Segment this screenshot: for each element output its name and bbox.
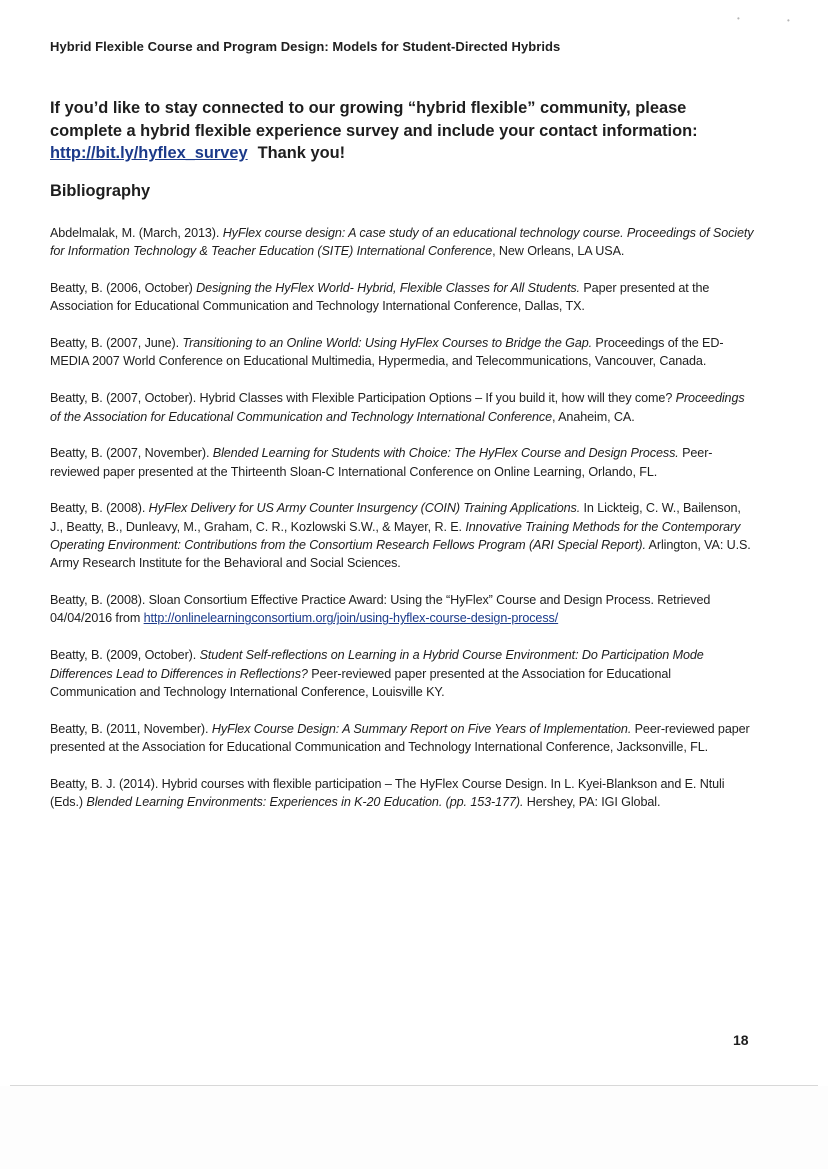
bibliography-entry: Abdelmalak, M. (March, 2013). HyFlex course design: A case study of an educational technology course. Proceedings of Society for Information Technology & Teacher Education (SITE) International Conference, New Orleans, LA USA. — [50, 226, 754, 259]
page-edge — [10, 1085, 818, 1086]
survey-callout-text: If you’d like to stay connected to our growing “hybrid flexible” community, please complete a hybrid flexible experience survey and include your contact information: — [50, 99, 698, 140]
survey-link[interactable]: http://bit.ly/hyflex_survey — [50, 144, 248, 162]
survey-callout — [50, 97, 750, 165]
bibliography-list — [50, 224, 755, 830]
bibliography-entry: Beatty, B. (2011, November). HyFlex Course Design: A Summary Report on Five Years of Implementation. Peer-reviewed paper presented at the Association for Educational Communication and Technology International Conference, Jacksonville, FL. — [50, 721, 750, 754]
bibliography-entry: Beatty, B. (2009, October). Student Self-reflections on Learning in a Hybrid Course Environment: Do Participation Mode Differences Lead to Differences in Reflections? Peer-reviewed paper presented at the Association for Educational Communication and Technology International Conference, Louisville KY. — [50, 648, 704, 699]
bibliography-entry: Beatty, B. (2008). Sloan Consortium Effective Practice Award: Using the “HyFlex” Course and Design Process. Retrieved 04/04/2016 from http://onlinelearningconsortium.org/join/using-hyflex-course-design-process/ — [50, 593, 711, 626]
consortium-link[interactable]: http://onlinelearningconsortium.org/join/using-hyflex-course-design-process/ — [143, 611, 559, 626]
bibliography-entry: Beatty, B. (2006, October) Designing the HyFlex World- Hybrid, Flexible Classes for All Students. Paper presented at the Association for Educational Communication and Technology International Conference, Dallas, TX. — [50, 281, 710, 314]
bibliography-heading: Bibliography — [50, 182, 151, 200]
scan-speck: • — [737, 14, 740, 23]
page-number: 18 — [733, 1032, 749, 1048]
scan-speck: • — [787, 16, 790, 25]
bibliography-entry: Beatty, B. (2007, June). Transitioning to an Online World: Using HyFlex Courses to Bridge the Gap. Proceedings of the ED-MEDIA 2007 World Conference on Educational Multimedia, Hypermedia, and Telecommunications, Vancouver, Canada. — [50, 336, 724, 369]
running-header: Hybrid Flexible Course and Program Design: Models for Student-Directed Hybrids — [50, 39, 561, 54]
bibliography-entry: Beatty, B. (2007, October). Hybrid Classes with Flexible Participation Options – If you build it, how will they come? Proceedings of the Association for Educational Communication and Technology International Conference, Anaheim, CA. — [50, 391, 745, 424]
thank-you-text: Thank you! — [257, 144, 346, 162]
bibliography-entry: Beatty, B. (2007, November). Blended Learning for Students with Choice: The HyFlex Course and Design Process. Peer-reviewed paper presented at the Thirteenth Sloan-C International Conference on Online Learning, Orlando, FL. — [50, 446, 713, 479]
bibliography-entry: Beatty, B. (2008). HyFlex Delivery for US Army Counter Insurgency (COIN) Training Applications. In Lickteig, C. W., Bailenson, J., Beatty, B., Dunleavy, M., Graham, C. R., Kozlowski S.W., & Mayer, R. E. Innovative Training Methods for the Contemporary Operating Environment: Contributions from the Consortium Research Fellows Program (ARI Special Report). Arlington, VA: U.S. Army Research Institute for the Behavioral and Social Sciences. — [50, 501, 751, 571]
bibliography-entry: Beatty, B. J. (2014). Hybrid courses with flexible participation – The HyFlex Course Design. In L. Kyei-Blankson and E. Ntuli (Eds.) Blended Learning Environments: Experiences in K-20 Education. (pp. 153-177). Hershey, PA: IGI Global. — [50, 776, 725, 810]
